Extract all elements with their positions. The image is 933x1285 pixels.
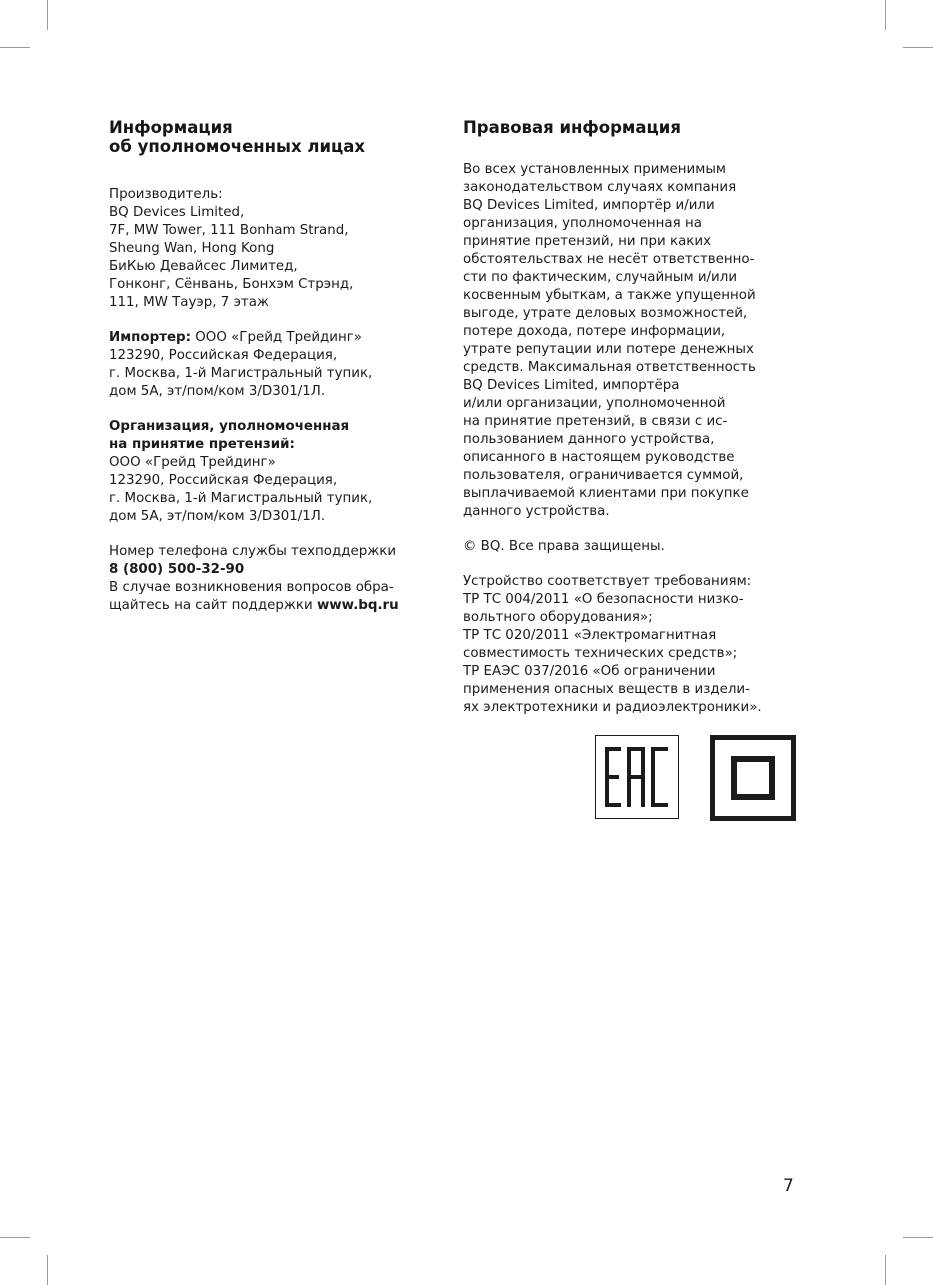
crop-mark xyxy=(0,47,30,48)
importer-block: Импортер: ООО «Грейд Трейдинг» 123290, Российская Федерация, г. Москва, 1-й Магистральный тупик, дом 5А, эт/пом/ком 3/D301/1Л. xyxy=(109,330,373,399)
text-line: BQ Devices Limited, импортёра xyxy=(463,378,680,393)
authorized-persons-section xyxy=(109,118,444,632)
text-line: BQ Devices Limited, импортёр и/или xyxy=(463,198,715,213)
crop-mark xyxy=(885,1255,886,1285)
crop-mark xyxy=(885,0,886,30)
support-site-link[interactable]: www.bq.ru xyxy=(316,598,399,613)
crop-mark xyxy=(903,1237,933,1238)
section-heading: Информация об уполномоченных лицах xyxy=(109,118,366,156)
text-line: совместимость технических средств»; xyxy=(463,646,738,661)
text-line: сти по фактическим, случайным и/или xyxy=(463,270,738,285)
text-line: пользователя, ограничивается суммой, xyxy=(463,468,744,483)
text-line: потере дохода, потере информации, xyxy=(463,324,726,339)
manufacturer-block: Производитель: BQ Devices Limited, 7F, MW Tower, 111 Bonham Strand, Sheung Wan, Hong Kong БиКью Девайсес Лимитед, Гонконг, Сёнвань, Бонхэм Стрэнд, 111, MW Тауэр, 7 этаж xyxy=(109,186,444,312)
crop-mark xyxy=(903,47,933,48)
compliance-paragraph xyxy=(463,573,808,717)
text-line: пользованием данного устройства, xyxy=(463,432,715,447)
claims-org-label: Организация, уполномоченная xyxy=(109,419,350,434)
support-phone: 8 (800) 500-32-90 xyxy=(109,562,245,577)
text-line: ТР ТС 020/2011 «Электромагнитная xyxy=(463,628,717,643)
crop-mark xyxy=(47,0,48,30)
section-heading: Правовая информация xyxy=(463,118,681,137)
legal-paragraph xyxy=(463,161,808,521)
text-line: и/или организации, уполномоченной xyxy=(463,396,726,411)
crop-mark xyxy=(47,1255,48,1285)
text-line: вольтного оборудования»; xyxy=(463,610,653,625)
text-line: данного устройства. xyxy=(463,504,610,519)
text-line: на принятие претензий, в связи с ис- xyxy=(463,414,728,429)
manufacturer-label: Производитель: xyxy=(109,187,223,202)
importer-label: Импортер: xyxy=(109,330,191,345)
text-line: ях электротехники и радиоэлектроники». xyxy=(463,700,762,715)
text-line: описанного в настоящем руководстве xyxy=(463,450,735,465)
claims-organization-block: Организация, уполномоченная на принятие претензий: ООО «Грейд Трейдинг» 123290, Российская Федерация, г. Москва, 1-й Магистральный тупик, дом 5А, эт/пом/ком 3/D301/1Л. xyxy=(109,418,444,526)
support-block: Номер телефона службы техподдержки 8 (800) 500-32-90 В случае возникновения вопросов обра- щайтесь на сайт поддержки www.bq.ru xyxy=(109,543,444,615)
text-line: ТР ЕАЭС 037/2016 «Об ограничении xyxy=(463,664,716,679)
text-line: применения опасных веществ в издели- xyxy=(463,682,750,697)
text-line: принятие претензий, ни при каких xyxy=(463,234,712,249)
text-line: средств. Максимальная ответственность xyxy=(463,360,756,375)
text-line: ТР ТС 004/2011 «О безопасности низко- xyxy=(463,592,744,607)
text-line: косвенным убыткам, а также упущенной xyxy=(463,288,756,303)
text-line: обстоятельствах не несёт ответственно- xyxy=(463,252,755,267)
text-line: выплачиваемой клиентами при покупке xyxy=(463,486,749,501)
text-line: утрате репутации или потере денежных xyxy=(463,342,754,357)
text-line: Во всех установленных применимым xyxy=(463,162,727,177)
eac-mark-icon xyxy=(595,735,679,819)
crop-mark xyxy=(0,1237,30,1238)
text-line: законодательством случаях компания xyxy=(463,180,737,195)
double-insulation-icon xyxy=(710,735,796,821)
page-number: 7 xyxy=(783,1176,794,1196)
text-line: выгоде, утрате деловых возможностей, xyxy=(463,306,748,321)
text-line: Устройство соответствует требованиям: xyxy=(463,574,752,589)
legal-info-section xyxy=(463,118,808,734)
text-line: организация, уполномоченная на xyxy=(463,216,702,231)
copyright: © BQ. Все права защищены. xyxy=(463,539,665,554)
